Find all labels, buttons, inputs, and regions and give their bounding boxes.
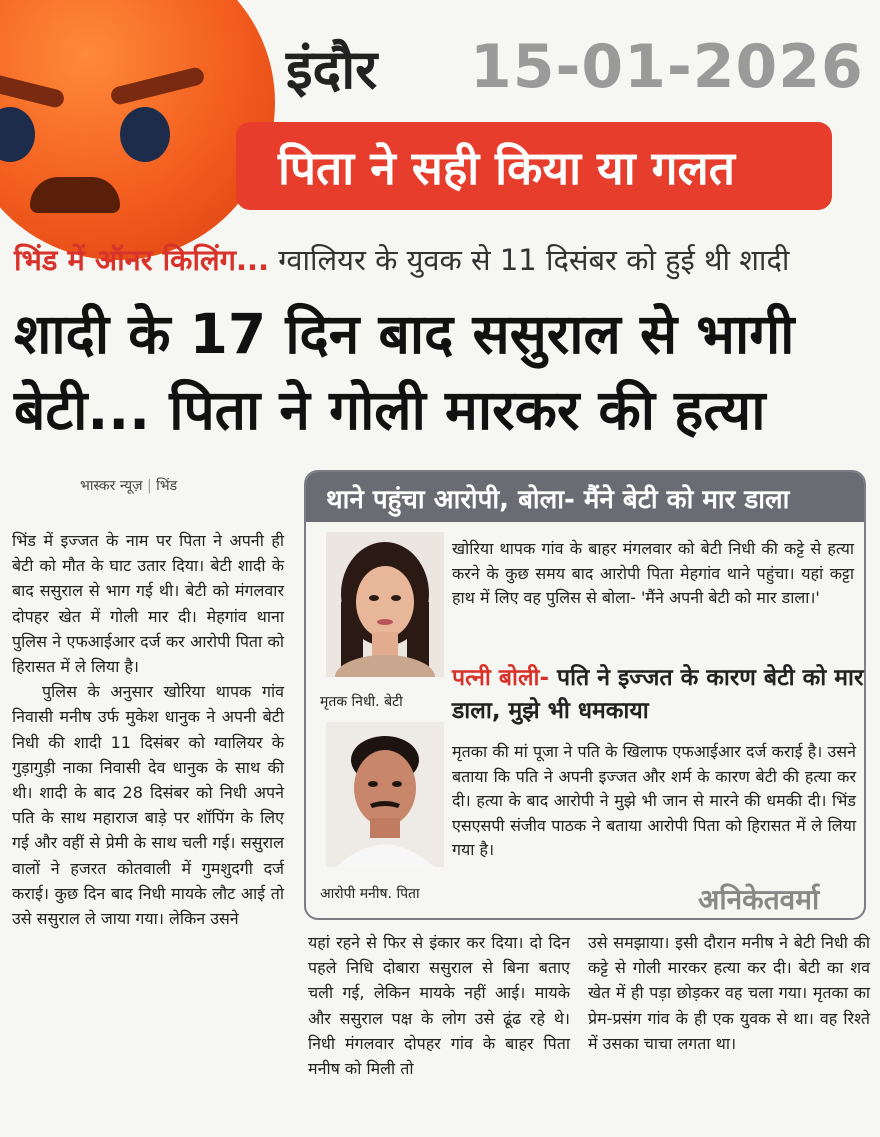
kicker-red: भिंड में ऑनर किलिंग... — [14, 243, 269, 277]
byline-source: भास्कर न्यूज़ — [80, 478, 143, 494]
kicker-line — [14, 240, 789, 279]
sidebar-box — [304, 470, 866, 920]
col1-paragraph-1: भिंड में इज्जत के नाम पर पिता ने अपनी ही बेटी को मौत के घाट उतार दिया। बेटी शादी के बाद ससुराल से भाग गई थी। बेटी को मंगलवार दोपहर खेत में गोली मार दी। मेहगांव थाना पुलिस ने एफआईआर दर्ज कर आरोपी पिता को हिरासत में ले लिया है। — [12, 531, 284, 677]
signature-watermark: अनिकेतवर्मा — [698, 883, 820, 916]
emoji-left-eye — [0, 107, 35, 162]
emoji-right-brow — [109, 66, 206, 106]
col2-paragraph: यहां रहने से फिर से इंकार कर दिया। दो दिन पहले निधि दोबारा ससुराल से बिना बताए चली गई, लेकिन मायके नहीं आई। मायके और ससुराल पक्ष के लोग उसे ढूंढ रहे थे। निधी मंगलवार दोपहर गांव के बाहर पिता मनीष को मिली तो — [308, 933, 570, 1079]
subhead-rest: पति ने इज्जत के कारण बेटी को मार डाला, मुझे भी धमकाया — [452, 665, 864, 724]
accused-photo — [326, 722, 444, 867]
col3-paragraph: उसे समझाया। इसी दौरान मनीष ने बेटी निधी की कट्टे से गोली मारकर हत्या कर दी। बेटी का शव खेत में ही पड़ा छोड़कर वह चला गया। मृतका का प्रेम-प्रसंग गांव के ही एक युवक से था। वह रिश्ते में उसका चाचा लगता था। — [588, 933, 870, 1053]
box-header — [306, 472, 864, 522]
accused-caption: आरोपी मनीष. पिता — [320, 886, 420, 902]
box-subheading — [452, 662, 864, 728]
emoji-left-brow — [0, 69, 66, 109]
angry-face-emoji-icon — [0, 0, 275, 260]
emoji-mouth — [30, 177, 120, 213]
byline-place: भिंड — [156, 478, 178, 494]
box-paragraph-1: खोरिया थापक गांव के बाहर मंगलवार को बेटी निधी की कट्टे से हत्या करने के कुछ समय बाद आरोपी पिता मेहगांव थाने पहुंचा। यहां कट्टा हाथ में लिए वह पुलिस से बोला- 'मैंने अपनी बेटी को मार डाला।' — [452, 539, 854, 607]
headline: शादी के 17 दिन बाद ससुराल से भागी बेटी... पिता ने गोली मारकर की हत्या — [14, 302, 795, 442]
question-text: पिता ने सही किया या गलत — [278, 141, 735, 195]
byline-separator: | — [146, 478, 152, 494]
article-column-1 — [12, 528, 284, 931]
city-label: इंदौर — [286, 38, 378, 101]
kicker-rest: ग्वालियर के युवक से 11 दिसंबर को हुई थी शादी — [269, 243, 790, 277]
article-column-3 — [588, 930, 870, 1056]
victim-photo — [326, 532, 444, 677]
box-heading: थाने पहुंचा आरोपी, बोला- मैंने बेटी को मार डाला — [326, 485, 790, 515]
date-label: 15-01-2026 — [470, 32, 864, 102]
emoji-right-eye — [120, 107, 170, 162]
victim-caption: मृतक निधी. बेटी — [320, 694, 403, 710]
box-paragraph-2: मृतका की मां पूजा ने पति के खिलाफ एफआईआर दर्ज कराई है। उसने बताया कि पति ने अपनी इज्जत और शर्म के कारण बेटी की हत्या कर दी। हत्या के बाद आरोपी ने मुझे भी जान से मारने की धमकी दी। भिंड एसएसपी संजीव पाठक ने बताया आरोपी पिता को हिरासत में ले लिया गया है। — [452, 742, 856, 859]
col1-paragraph-2: पुलिस के अनुसार खोरिया थापक गांव निवासी मनीष उर्फ मुकेश धानुक ने अपनी बेटी निधी की शादी 11 दिसंबर को ग्वालियर के गुड़ागुड़ी नाका निवासी देव धानुक के साथ की थी। शादी के बाद 28 दिसंबर को निधी अपने पति के साथ महाराज बाड़े पर शॉपिंग के लिए गई और वहीं से प्रेमी के साथ चली गई। ससुराल वालों ने हजरत कोतवाली में गुमशुदगी दर्ज कराई। कुछ दिन बाद निधी मायके लौट आई तो उसे ससुराल ले जाया गया। लेकिन उसने — [12, 682, 284, 929]
article-column-2 — [308, 930, 570, 1081]
byline — [80, 476, 177, 495]
subhead-red: पत्नी बोली- — [452, 665, 550, 691]
question-banner — [236, 122, 832, 210]
